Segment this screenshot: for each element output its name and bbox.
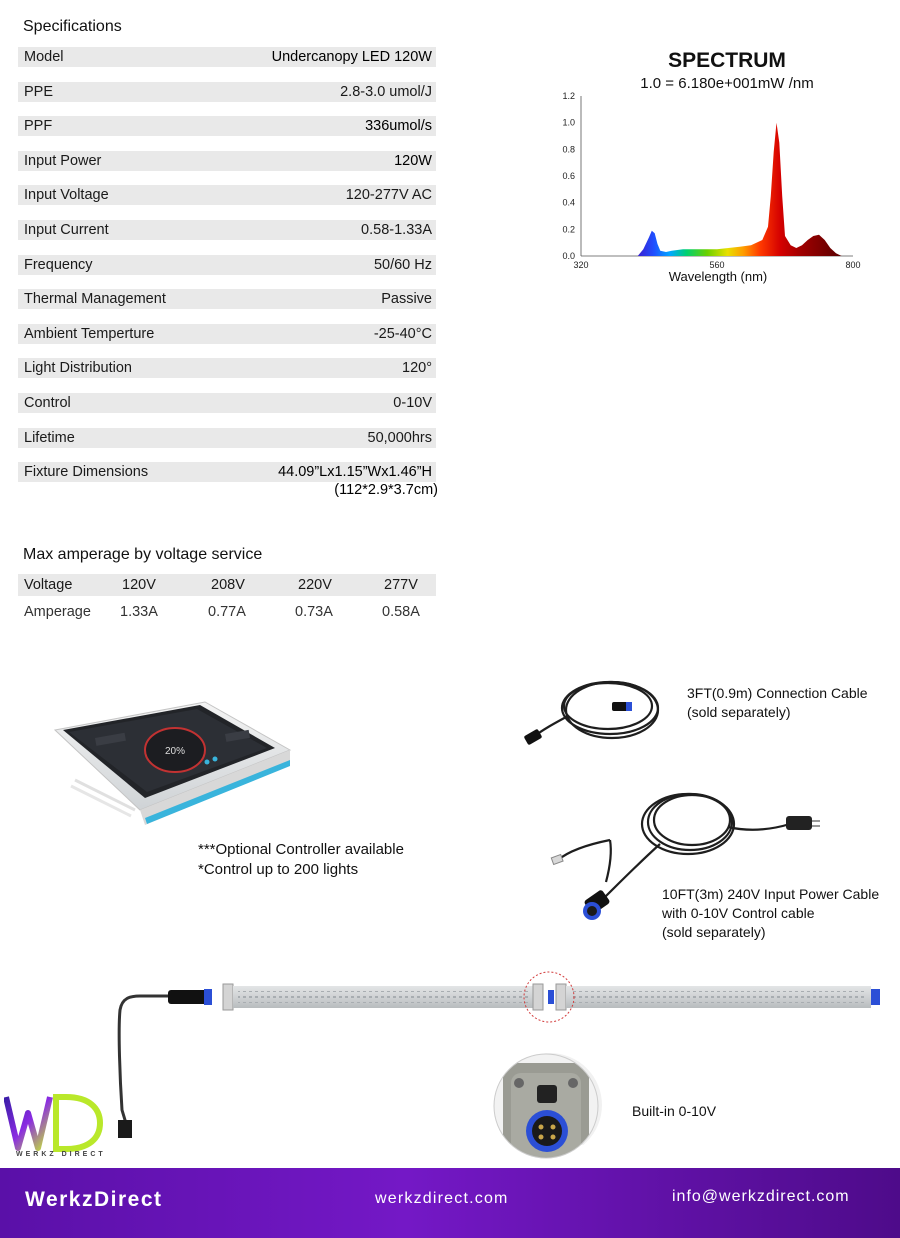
spec-label: Lifetime [24, 429, 75, 446]
spec-label: Ambient Temperture [24, 325, 155, 342]
spec-row [18, 462, 436, 497]
footer-brand: WerkzDirect [25, 1188, 163, 1211]
spec-label: PPE [24, 83, 54, 100]
amperage-header-cell: Voltage [24, 577, 73, 593]
chart-x-axis-label: Wavelength (nm) [668, 269, 768, 284]
connection-cable-label-line2: (sold separately) [687, 704, 791, 720]
connector-icon [493, 1053, 599, 1159]
builtin-connector-label: Built-in 0-10V [632, 1103, 717, 1119]
spec-value: -25-40°C [373, 325, 432, 342]
spec-label: Frequency [24, 256, 93, 273]
spec-value: 50,000hrs [367, 429, 432, 446]
spec-row [18, 82, 436, 117]
amperage-header-cell: 120V [122, 577, 156, 593]
spec-row [18, 255, 436, 290]
spec-label: PPF [24, 118, 53, 135]
controller-screen-value: 20% [164, 746, 186, 757]
spectrum-chart-svg [545, 44, 890, 289]
spec-value: Passive [381, 291, 432, 308]
spec-row [18, 393, 436, 428]
spec-row [18, 151, 436, 186]
controller-icon [35, 690, 305, 830]
footer-website-link[interactable]: werkzdirect.com [375, 1190, 509, 1207]
spec-value: 2.8-3.0 umol/J [340, 83, 432, 100]
spec-label: Control [24, 394, 71, 411]
spec-value-metric: (112*2.9*3.7cm) [334, 482, 438, 499]
chart-y-tick-label: 0.6 [562, 171, 575, 181]
connection-cable-image [520, 668, 665, 753]
spec-row [18, 220, 436, 255]
power-cable-label [662, 885, 879, 942]
amperage-header-row [18, 574, 436, 596]
amperage-value-cell: 1.33A [120, 604, 158, 620]
spec-value: 0-10V [393, 394, 432, 411]
connection-cable-label-line1: 3FT(0.9m) Connection Cable [687, 685, 868, 701]
spec-label: Light Distribution [24, 360, 132, 377]
amperage-heading: Max amperage by voltage service [23, 546, 263, 563]
chart-subtitle: 1.0 = 6.180e+001mW /nm [640, 75, 814, 92]
spectrum-chart [545, 44, 890, 289]
chart-x-tick-label: 800 [845, 260, 861, 270]
spec-row [18, 47, 436, 82]
spec-label: Input Current [24, 221, 109, 238]
footer-bar [0, 1168, 900, 1238]
spec-row [18, 116, 436, 151]
amperage-header-cell: 220V [298, 577, 332, 593]
spec-value: 120-277V AC [345, 187, 432, 204]
controller-note-line2: *Control up to 200 lights [198, 861, 359, 878]
builtin-connector-image [493, 1053, 599, 1159]
chart-y-tick-label: 1.2 [562, 91, 575, 101]
spec-value: Undercanopy LED 120W [271, 49, 432, 65]
spec-row [18, 185, 436, 220]
power-cable-label-line1: 10FT(3m) 240V Input Power Cable [662, 886, 880, 902]
chart-x-tick-label: 320 [573, 260, 589, 270]
coiled-cable-icon [520, 668, 665, 753]
spec-value: 50/60 Hz [373, 256, 432, 273]
chart-y-tick-label: 0.8 [562, 144, 575, 155]
power-cable-label-line2: with 0-10V Control cable [662, 905, 815, 921]
amperage-value-cell: 0.77A [208, 604, 246, 620]
spec-row-background [18, 393, 436, 413]
chart-y-tick-label: 1.0 [562, 117, 575, 128]
connection-cable-label [687, 684, 868, 722]
power-cable-label-line3: (sold separately) [662, 924, 766, 940]
chart-y-tick-label: 0.0 [562, 251, 575, 261]
chart-y-tick-label: 0.4 [562, 197, 575, 208]
chart-x-tick-label: 560 [709, 260, 725, 270]
specifications-table [18, 47, 436, 497]
spec-label: Input Power [24, 152, 102, 169]
amperage-value-row [18, 596, 436, 626]
chart-title: SPECTRUM [668, 49, 786, 72]
spec-label: Model [24, 49, 64, 65]
logo-subtitle: WERKZ DIRECT [16, 1151, 106, 1158]
chart-y-tick-label: 0.2 [562, 224, 575, 235]
spec-row [18, 324, 436, 359]
amperage-header-cell: 277V [384, 577, 418, 593]
footer-email-link[interactable]: info@werkzdirect.com [672, 1188, 850, 1205]
spec-value: 336umol/s [365, 118, 432, 135]
spec-value: 0.58-1.33A [361, 221, 432, 238]
amperage-table [18, 574, 436, 626]
controller-note [198, 840, 404, 880]
amperage-value-cell: 0.73A [295, 604, 333, 620]
wd-logo-icon [4, 1093, 104, 1153]
spec-row [18, 358, 436, 393]
spec-value: 120° [402, 360, 432, 377]
controller-note-line1: ***Optional Controller available [198, 841, 404, 858]
spec-value: 44.09”Lx1.15”Wx1.46”H [278, 464, 432, 481]
spec-label: Thermal Management [24, 291, 166, 308]
spectrum-area [638, 123, 842, 256]
amperage-value-cell: Amperage [24, 604, 91, 620]
spec-label: Input Voltage [24, 187, 109, 204]
spec-row [18, 428, 436, 463]
amperage-header-cell: 208V [211, 577, 245, 593]
specifications-heading: Specifications [23, 18, 122, 35]
spec-label: Fixture Dimensions [24, 464, 149, 481]
controller-image [35, 690, 305, 830]
spec-row [18, 289, 436, 324]
spec-value: 120W [394, 152, 432, 169]
amperage-value-cell: 0.58A [382, 604, 420, 620]
